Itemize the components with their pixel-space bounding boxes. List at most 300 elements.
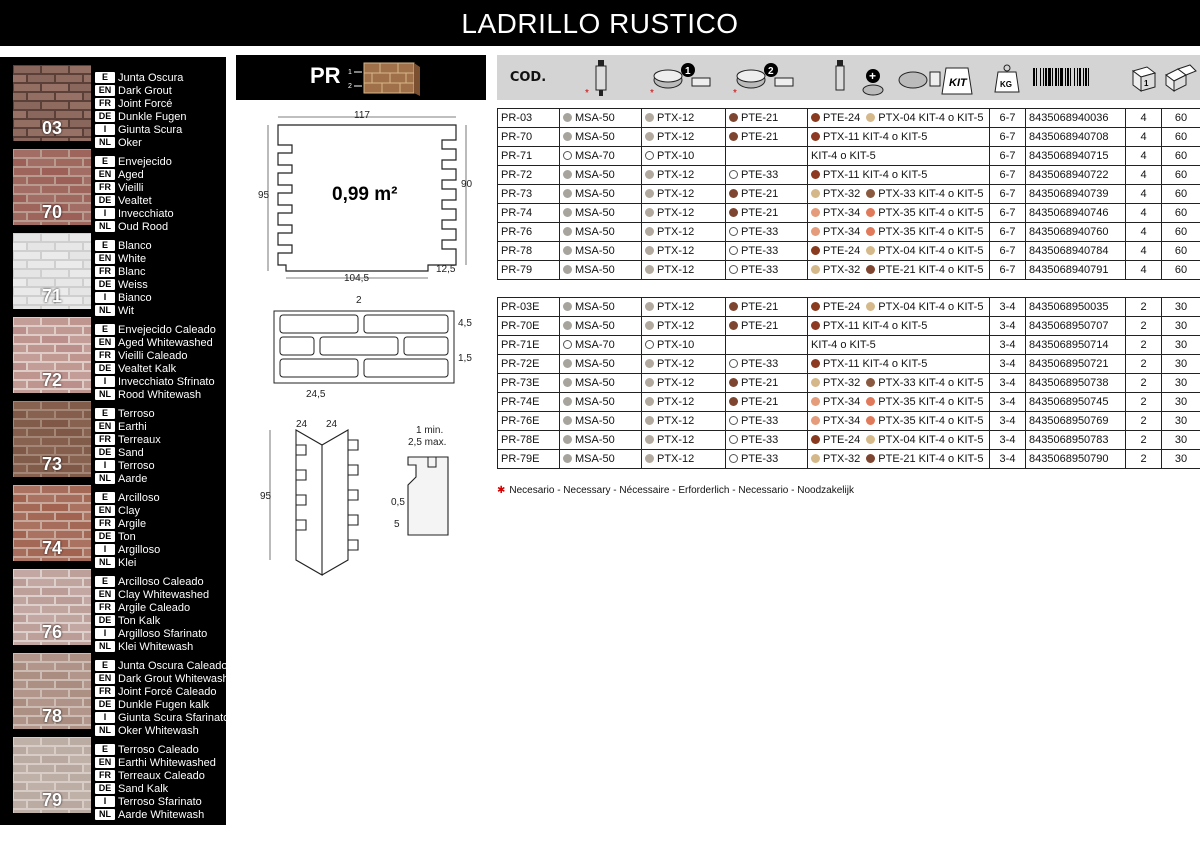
- finish-code: 76: [41, 622, 63, 642]
- kit-component: PTX-04 KIT-4 o KIT-5: [866, 112, 983, 124]
- product-code-label: PR: [310, 63, 341, 88]
- code-cell: PR-72E: [498, 355, 560, 374]
- primer1-cell: PTX-12: [642, 298, 726, 317]
- finish-name: Terroso: [118, 459, 155, 472]
- color-ring-icon: [729, 454, 738, 463]
- units-cell: 60: [1162, 147, 1200, 166]
- finish-name-row: [95, 207, 174, 220]
- product-badge: [236, 55, 486, 100]
- code-cell: PR-03E: [498, 298, 560, 317]
- weight-cell: 6-7: [990, 185, 1026, 204]
- language-tag: EN: [95, 589, 115, 600]
- svg-text:KG: KG: [1000, 79, 1012, 89]
- color-dot-icon: [563, 132, 572, 141]
- code-cell: PR-74E: [498, 393, 560, 412]
- finish-name: Klei: [118, 556, 137, 569]
- finish-name: Aarde: [118, 472, 148, 485]
- color-dot-icon: [811, 132, 820, 141]
- finish-name: Argilloso: [118, 543, 161, 556]
- kit-component: PTX-35 KIT-4 o KIT-5: [866, 226, 983, 238]
- corner-piece-view: [296, 430, 358, 575]
- color-dot-icon: [645, 265, 654, 274]
- finish-name-row: [95, 362, 216, 375]
- finish-74: [8, 481, 222, 569]
- pieces-cell: 4: [1126, 223, 1162, 242]
- primer2-cell: PTE-33: [726, 242, 808, 261]
- finish-code: 73: [41, 454, 63, 474]
- finish-name-row: [95, 291, 152, 304]
- weight-cell: 6-7: [990, 204, 1026, 223]
- finish-swatch: [13, 737, 91, 813]
- code-cell: PR-72: [498, 166, 560, 185]
- finish-name-row: [95, 769, 216, 782]
- table-header-bar: [497, 55, 1200, 100]
- color-dot-icon: [729, 397, 738, 406]
- adhesive-cell: MSA-50: [560, 412, 642, 431]
- color-dot-icon: [866, 246, 875, 255]
- language-tag: FR: [95, 686, 115, 697]
- kit-component: PTX-35 KIT-4 o KIT-5: [866, 415, 983, 427]
- kit-component: PTX-35 KIT-4 o KIT-5: [866, 207, 983, 219]
- primer1-cell: PTX-12: [642, 412, 726, 431]
- finish-name: Oud Rood: [118, 220, 169, 233]
- ean-cell: 8435068940760: [1026, 223, 1126, 242]
- finish-name: Invecchiato Sfrinato: [118, 375, 215, 388]
- box-count-icon: [1125, 55, 1161, 100]
- kit-cell: [808, 317, 990, 336]
- finish-name-row: [95, 808, 216, 821]
- primer1-cell: PTX-12: [642, 261, 726, 280]
- adhesive-cell: MSA-50: [560, 393, 642, 412]
- finish-name: Arcilloso: [118, 491, 160, 504]
- language-tag: I: [95, 712, 115, 723]
- units-cell: 30: [1162, 412, 1200, 431]
- kit-component: KIT-4 o KIT-5: [811, 150, 876, 162]
- finish-name-row: [95, 659, 241, 672]
- primer-2-icon: [725, 55, 807, 100]
- finish-code: 72: [41, 370, 63, 390]
- finish-name-row: [95, 795, 216, 808]
- primer1-cell: PTX-12: [642, 450, 726, 469]
- finish-name: Aged: [118, 168, 144, 181]
- color-dot-icon: [729, 189, 738, 198]
- finish-code: 74: [41, 538, 63, 558]
- finish-name-row: [95, 543, 160, 556]
- language-tag: DE: [95, 363, 115, 374]
- table-row: [498, 393, 1200, 412]
- language-tag: NL: [95, 137, 115, 148]
- language-tag: FR: [95, 602, 115, 613]
- primer2-cell: [726, 336, 808, 355]
- language-tag: I: [95, 376, 115, 387]
- kit-component: PTX-34: [811, 226, 860, 238]
- finish-name-row: [95, 323, 216, 336]
- weight-cell: 3-4: [990, 450, 1026, 469]
- kit-component: PTX-11 KIT-4 o KIT-5: [811, 358, 927, 370]
- technical-drawing: [236, 105, 486, 585]
- finish-name-row: [95, 123, 187, 136]
- table-row: [498, 355, 1200, 374]
- finish-name: Dunkle Fugen: [118, 110, 187, 123]
- color-dot-icon: [811, 435, 820, 444]
- adhesive-cell: MSA-50: [560, 185, 642, 204]
- weight-cell: 3-4: [990, 393, 1026, 412]
- units-cell: 30: [1162, 317, 1200, 336]
- finish-name-row: [95, 504, 160, 517]
- kit-component: PTX-11 KIT-4 o KIT-5: [811, 131, 927, 143]
- finish-name: Junta Oscura Caleado: [118, 659, 228, 672]
- kit-component: PTE-24: [811, 112, 860, 124]
- svg-text:1: 1: [685, 65, 691, 77]
- kit-component: PTX-33 KIT-4 o KIT-5: [866, 188, 983, 200]
- adhesive-cell: MSA-70: [560, 336, 642, 355]
- primer2-cell: PTE-33: [726, 450, 808, 469]
- code-cell: PR-71E: [498, 336, 560, 355]
- finish-name-row: [95, 349, 216, 362]
- finish-name: Joint Forcé: [118, 97, 173, 110]
- finish-name-row: [95, 601, 209, 614]
- color-dot-icon: [645, 321, 654, 330]
- table-row: [498, 336, 1200, 355]
- finish-name: Dark Grout: [118, 84, 172, 97]
- code-cell: PR-03: [498, 109, 560, 128]
- finish-name: Vieilli Caleado: [118, 349, 188, 362]
- kit-component: PTX-32: [811, 188, 860, 200]
- color-dot-icon: [729, 321, 738, 330]
- dim-joint-height: 1,5: [458, 353, 472, 364]
- finish-name: Junta Oscura: [118, 71, 184, 84]
- dim-brick-length: 24,5: [306, 389, 326, 400]
- language-tag: NL: [95, 557, 115, 568]
- language-tag: NL: [95, 641, 115, 652]
- language-tag: EN: [95, 337, 115, 348]
- color-ring-icon: [729, 246, 738, 255]
- finish-name-row: [95, 265, 152, 278]
- color-ring-icon: [729, 359, 738, 368]
- language-tag: FR: [95, 98, 115, 109]
- finish-name: Bianco: [118, 291, 152, 304]
- finish-name-row: [95, 336, 216, 349]
- primer2-cell: PTE-33: [726, 431, 808, 450]
- units-cell: 30: [1162, 450, 1200, 469]
- finish-name-row: [95, 588, 209, 601]
- color-dot-icon: [811, 454, 820, 463]
- color-dot-icon: [645, 378, 654, 387]
- color-dot-icon: [645, 170, 654, 179]
- code-cell: PR-70: [498, 128, 560, 147]
- language-tag: EN: [95, 421, 115, 432]
- adhesive-cell: MSA-50: [560, 166, 642, 185]
- page-title: LADRILLO RUSTICO: [0, 0, 1200, 46]
- color-ring-icon: [645, 151, 654, 160]
- color-ring-icon: [729, 265, 738, 274]
- primer2-cell: PTE-21: [726, 298, 808, 317]
- arrow-label-1: 1: [348, 69, 352, 76]
- finish-name-row: [95, 71, 187, 84]
- finish-name-row: [95, 252, 152, 265]
- weight-kg-icon: [989, 55, 1025, 100]
- kit-component: PTX-11 KIT-4 o KIT-5: [811, 320, 927, 332]
- color-dot-icon: [866, 435, 875, 444]
- kit-cell: [808, 147, 990, 166]
- dim-joint-min: 1 min.: [416, 425, 444, 436]
- color-dot-icon: [811, 378, 820, 387]
- table-row: [498, 242, 1200, 261]
- table-row: [498, 204, 1200, 223]
- adhesive-cell: MSA-50: [560, 109, 642, 128]
- adhesive-cell: MSA-50: [560, 223, 642, 242]
- finish-name: Invecchiato: [118, 207, 174, 220]
- color-dot-icon: [811, 397, 820, 406]
- barcode-icon: [1025, 55, 1125, 100]
- finish-name: Aged Whitewashed: [118, 336, 213, 349]
- pieces-cell: 4: [1126, 261, 1162, 280]
- kit-cell: [808, 393, 990, 412]
- footnote-text: Necesario - Necessary - Nécessaire - Erforderlich - Necessario - Noodzakelijk: [509, 485, 854, 496]
- dim-width-top: 117: [354, 110, 370, 121]
- language-tag: DE: [95, 615, 115, 626]
- dim-offset: 12,5: [436, 264, 456, 275]
- kit-set-icon: [807, 55, 989, 100]
- ean-cell: 8435068950769: [1026, 412, 1126, 431]
- language-tag: I: [95, 628, 115, 639]
- color-dot-icon: [866, 208, 875, 217]
- finish-name-row: [95, 194, 174, 207]
- finish-78: [8, 649, 241, 737]
- finish-name: Vealtet: [118, 194, 152, 207]
- finish-name: Envejecido: [118, 155, 172, 168]
- finish-name-row: [95, 168, 174, 181]
- primer1-cell: PTX-12: [642, 128, 726, 147]
- finish-name: White: [118, 252, 147, 265]
- finish-79: [8, 733, 222, 821]
- color-dot-icon: [866, 454, 875, 463]
- finish-name: Envejecido Caleado: [118, 323, 216, 336]
- svg-text:*: *: [585, 87, 589, 98]
- language-tag: E: [95, 576, 115, 587]
- language-tag: DE: [95, 699, 115, 710]
- units-cell: 30: [1162, 393, 1200, 412]
- color-dot-icon: [563, 378, 572, 387]
- color-dot-icon: [645, 189, 654, 198]
- primer2-cell: PTE-33: [726, 166, 808, 185]
- color-dot-icon: [563, 416, 572, 425]
- kit-component: PTE-21 KIT-4 o KIT-5: [866, 264, 983, 276]
- language-tag: E: [95, 408, 115, 419]
- finish-name-row: [95, 239, 152, 252]
- language-tag: I: [95, 460, 115, 471]
- primer1-cell: PTX-12: [642, 242, 726, 261]
- finish-name: Dunkle Fugen kalk: [118, 698, 210, 711]
- color-dot-icon: [645, 435, 654, 444]
- color-dot-icon: [866, 227, 875, 236]
- language-tag: E: [95, 240, 115, 251]
- weight-cell: 3-4: [990, 336, 1026, 355]
- pieces-cell: 2: [1126, 431, 1162, 450]
- finish-name: Rood Whitewash: [118, 388, 202, 401]
- finish-name-row: [95, 407, 161, 420]
- finish-swatch: [13, 653, 91, 729]
- color-ring-icon: [729, 170, 738, 179]
- weight-cell: 3-4: [990, 431, 1026, 450]
- ean-cell: 8435068940746: [1026, 204, 1126, 223]
- language-tag: FR: [95, 518, 115, 529]
- adhesive-cell: MSA-50: [560, 431, 642, 450]
- kit-cell: [808, 204, 990, 223]
- table-row: [498, 450, 1200, 469]
- weight-cell: 3-4: [990, 374, 1026, 393]
- color-dot-icon: [563, 435, 572, 444]
- color-dot-icon: [645, 416, 654, 425]
- color-dot-icon: [811, 113, 820, 122]
- color-ring-icon: [645, 340, 654, 349]
- adhesive-cell: MSA-50: [560, 355, 642, 374]
- color-dot-icon: [645, 246, 654, 255]
- ean-cell: 8435068940739: [1026, 185, 1126, 204]
- language-tag: EN: [95, 169, 115, 180]
- color-dot-icon: [811, 227, 820, 236]
- pieces-cell: 4: [1126, 204, 1162, 223]
- dim-brick-height: 4,5: [458, 318, 472, 329]
- color-dot-icon: [645, 359, 654, 368]
- finish-name-row: [95, 278, 152, 291]
- units-cell: 60: [1162, 185, 1200, 204]
- units-cell: 30: [1162, 374, 1200, 393]
- finish-70: [8, 145, 222, 233]
- ean-cell: 8435068950745: [1026, 393, 1126, 412]
- finish-name: Vealtet Kalk: [118, 362, 177, 375]
- finish-name-row: [95, 375, 216, 388]
- primer2-cell: PTE-21: [726, 185, 808, 204]
- units-cell: 60: [1162, 166, 1200, 185]
- finish-name: Blanco: [118, 239, 152, 252]
- color-dot-icon: [645, 302, 654, 311]
- table-row: [498, 185, 1200, 204]
- finish-code: 78: [41, 706, 63, 726]
- kit-component: PTE-21 KIT-4 o KIT-5: [866, 453, 983, 465]
- finish-name-row: [95, 446, 161, 459]
- code-cell: PR-71: [498, 147, 560, 166]
- language-tag: NL: [95, 473, 115, 484]
- finish-name: Giunta Scura Sfarinato: [118, 711, 230, 724]
- ean-cell: 8435068950790: [1026, 450, 1126, 469]
- dim-profile-b: 5: [394, 519, 400, 530]
- pieces-cell: 4: [1126, 242, 1162, 261]
- color-dot-icon: [866, 302, 875, 311]
- primer-1-icon: [641, 55, 725, 100]
- color-dot-icon: [811, 302, 820, 311]
- svg-text:+: +: [869, 68, 877, 83]
- finish-name-row: [95, 459, 161, 472]
- kit-cell: [808, 450, 990, 469]
- ean-cell: 8435068950721: [1026, 355, 1126, 374]
- finish-name-row: [95, 84, 187, 97]
- dim-profile-a: 0,5: [391, 497, 405, 508]
- table-row: [498, 298, 1200, 317]
- finish-swatch: [13, 485, 91, 561]
- color-dot-icon: [563, 246, 572, 255]
- table-row: [498, 374, 1200, 393]
- product-table-standard: [497, 108, 1200, 280]
- color-ring-icon: [729, 227, 738, 236]
- color-dot-icon: [563, 397, 572, 406]
- kit-component: PTX-04 KIT-4 o KIT-5: [866, 434, 983, 446]
- adhesive-cell: MSA-50: [560, 261, 642, 280]
- kit-component: PTX-34: [811, 207, 860, 219]
- table-row: [498, 317, 1200, 336]
- language-tag: I: [95, 124, 115, 135]
- primer1-cell: PTX-12: [642, 431, 726, 450]
- color-dot-icon: [563, 208, 572, 217]
- primer2-cell: PTE-21: [726, 128, 808, 147]
- adhesive-cell: MSA-50: [560, 242, 642, 261]
- kit-cell: [808, 242, 990, 261]
- language-tag: E: [95, 156, 115, 167]
- units-cell: 60: [1162, 261, 1200, 280]
- finish-name-row: [95, 685, 241, 698]
- primer1-cell: PTX-12: [642, 109, 726, 128]
- finish-name-row: [95, 530, 160, 543]
- language-tag: EN: [95, 85, 115, 96]
- kit-component: PTE-24: [811, 434, 860, 446]
- finish-name-row: [95, 110, 187, 123]
- kit-cell: [808, 374, 990, 393]
- units-cell: 60: [1162, 242, 1200, 261]
- finish-name-row: [95, 672, 241, 685]
- color-dot-icon: [811, 359, 820, 368]
- kit-component: PTX-34: [811, 415, 860, 427]
- finish-name: Ton: [118, 530, 136, 543]
- color-ring-icon: [729, 435, 738, 444]
- pieces-cell: 2: [1126, 374, 1162, 393]
- primer1-cell: PTX-12: [642, 317, 726, 336]
- finish-name: Argilloso Sfarinato: [118, 627, 208, 640]
- color-dot-icon: [729, 113, 738, 122]
- language-tag: FR: [95, 350, 115, 361]
- code-cell: PR-76: [498, 223, 560, 242]
- kit-cell: [808, 109, 990, 128]
- finish-name-row: [95, 698, 241, 711]
- units-cell: 60: [1162, 204, 1200, 223]
- primer1-cell: PTX-12: [642, 223, 726, 242]
- color-ring-icon: [729, 416, 738, 425]
- finish-name: Sand Kalk: [118, 782, 169, 795]
- finish-name-row: [95, 420, 161, 433]
- finish-72: [8, 313, 222, 401]
- units-cell: 30: [1162, 431, 1200, 450]
- color-dot-icon: [563, 302, 572, 311]
- brick-layout-view: [274, 311, 454, 383]
- language-tag: E: [95, 72, 115, 83]
- primer2-cell: PTE-21: [726, 374, 808, 393]
- finish-code: 70: [41, 202, 63, 222]
- finish-name-row: [95, 711, 241, 724]
- pieces-cell: 2: [1126, 393, 1162, 412]
- weight-cell: 3-4: [990, 317, 1026, 336]
- dim-height-right: 90: [461, 179, 473, 190]
- finish-name: Joint Forcé Caleado: [118, 685, 217, 698]
- finish-name: Arcilloso Caleado: [118, 575, 204, 588]
- language-tag: FR: [95, 266, 115, 277]
- dim-width-bottom: 104,5: [344, 273, 370, 284]
- product-table-corner: [497, 297, 1200, 469]
- primer1-cell: PTX-12: [642, 204, 726, 223]
- finish-name: Klei Whitewash: [118, 640, 194, 653]
- finish-sidebar: [0, 57, 241, 825]
- language-tag: DE: [95, 783, 115, 794]
- finish-name: Aarde Whitewash: [118, 808, 205, 821]
- table-row: [498, 109, 1200, 128]
